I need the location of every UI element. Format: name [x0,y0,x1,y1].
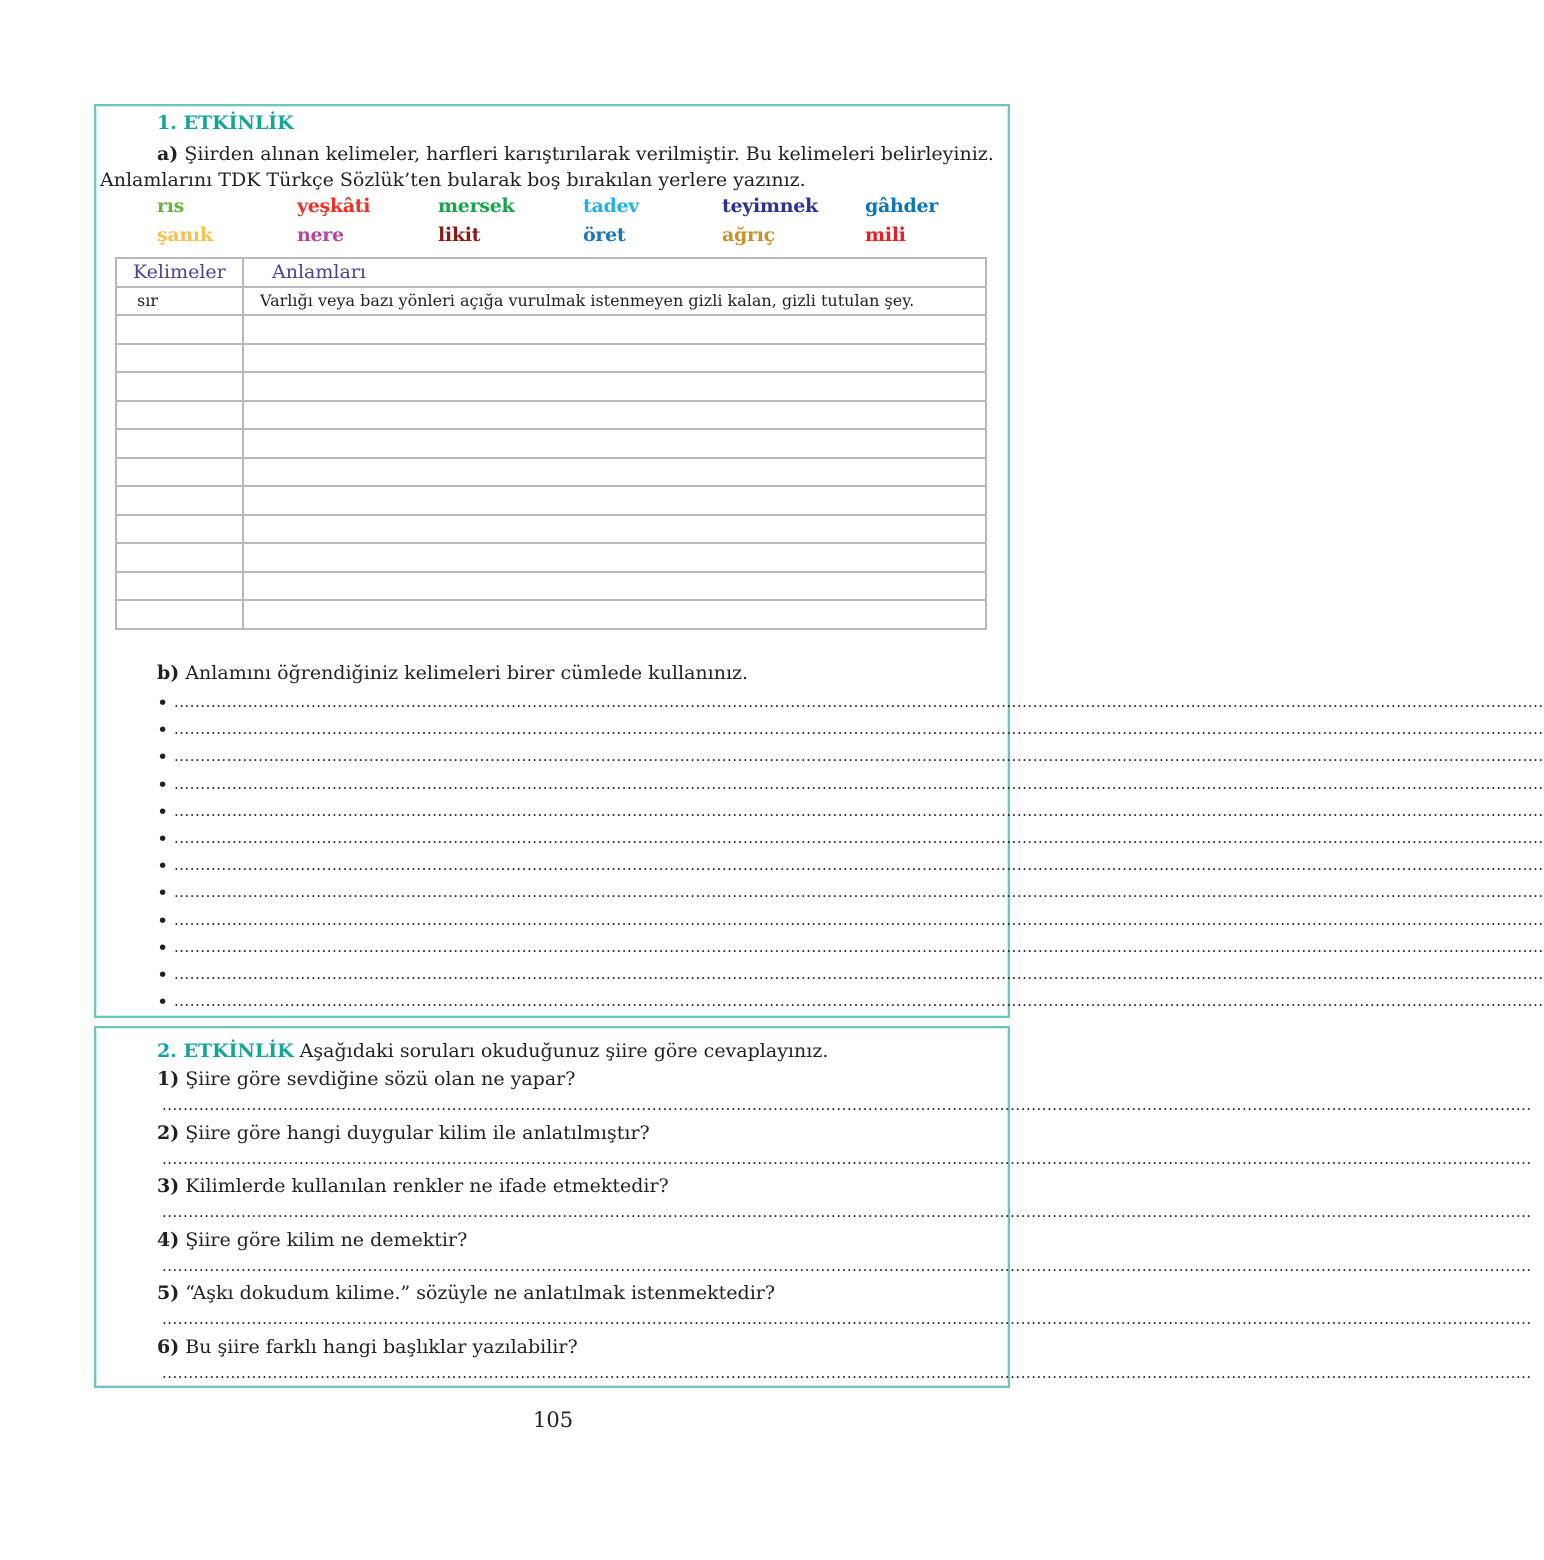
scrambled-word: mersek [438,195,515,217]
header-meanings: Anlamları [272,261,366,284]
answer-line[interactable]: .................................................................................................................................................................................................................................................................... [174,856,1544,875]
activity2-heading [157,1040,828,1062]
question [157,1175,669,1197]
bullet: • [157,719,169,742]
table-row[interactable] [116,372,986,401]
answer-line[interactable]: .................................................................................................................................................................................................................................................................... [174,747,1544,766]
bullet: • [157,855,169,878]
answer-line[interactable]: .................................................................................................................................................................................................................................................................... [162,1364,1532,1382]
scrambled-word: nere [297,224,344,246]
question-number: 2) [157,1121,180,1144]
part-a-text: Şiirden alınan kelimeler, harfleri karıştırılarak verilmiştir. Bu kelimeleri belirleyiniz. [184,143,994,165]
part-a-instruction-line2: Anlamlarını TDK Türkçe Sözlük’ten bularak boş bırakılan yerlere yazınız. [100,169,806,191]
scrambled-word: mili [865,224,906,246]
bullet: • [157,828,169,850]
activity1-title: 1. ETKİNLİK [157,112,294,134]
bullet: • [157,991,169,1014]
scrambled-word: ağrıç [722,224,775,246]
answer-line[interactable]: .................................................................................................................................................................................................................................................................... [174,693,1544,711]
bullet: • [157,964,169,986]
answer-line[interactable]: .................................................................................................................................................................................................................................................................... [174,965,1544,983]
answer-line[interactable]: .................................................................................................................................................................................................................................................................... [162,1096,1532,1114]
question [157,1282,775,1304]
question-number: 4) [157,1228,180,1251]
page-number: 105 [533,1408,574,1432]
scrambled-word: teyimnek [722,195,818,217]
answer-line[interactable]: .................................................................................................................................................................................................................................................................... [174,774,1544,793]
table-row[interactable] [116,515,986,544]
part-a-label: a) [157,143,179,165]
answer-line[interactable]: .................................................................................................................................................................................................................................................................... [174,992,1544,1011]
part-b-instruction [157,662,748,684]
question-number: 5) [157,1282,180,1305]
example-meaning: Varlığı veya bazı yönleri açığa vurulmak istenmeyen gizli kalan, gizli tutulan şey. [260,291,915,311]
question-text: “Aşkı dokudum kilime.” sözüyle ne anlatılmak istenmektedir? [185,1282,776,1305]
bullet: • [157,882,169,905]
answer-line[interactable]: .................................................................................................................................................................................................................................................................... [174,937,1544,956]
bullet: • [157,800,169,823]
part-a-instruction-line1 [157,143,994,165]
question-text: Şiire göre hangi duygular kilim ile anlatılmıştır? [185,1121,650,1144]
scrambled-word: tadev [583,195,640,217]
answer-line[interactable]: .................................................................................................................................................................................................................................................................... [174,829,1544,847]
question [157,1068,575,1090]
question-text: Bu şiire farklı hangi başlıklar yazılabilir? [185,1336,578,1358]
activity2-title: 2. ETKİNLİK [157,1040,294,1062]
table-row[interactable] [116,572,986,601]
table-row[interactable] [116,315,986,344]
meaning-table [115,257,987,630]
header-words: Kelimeler [133,261,226,284]
question [157,1229,467,1251]
table-row[interactable] [116,486,986,515]
bullet: • [157,773,169,796]
question-text: Şiire göre kilim ne demektir? [185,1228,468,1251]
question [157,1122,650,1144]
scrambled-word: likit [438,224,481,246]
question-number: 3) [157,1175,180,1198]
bullet: • [157,909,169,932]
table-row[interactable] [116,429,986,458]
table-row[interactable] [116,344,986,373]
question-text: Kilimlerde kullanılan renkler ne ifade etmektedir? [185,1175,669,1198]
activity2-intro: Aşağıdaki soruları okuduğunuz şiire göre cevaplayınız. [299,1040,829,1062]
answer-line[interactable]: .................................................................................................................................................................................................................................................................... [174,801,1544,820]
scrambled-word: yeşkâti [297,195,371,217]
table-row[interactable] [116,401,986,430]
part-b-label: b) [157,662,180,684]
answer-line[interactable]: .................................................................................................................................................................................................................................................................... [174,720,1544,739]
question [157,1336,578,1358]
question-number: 6) [157,1336,180,1358]
bullet: • [157,692,169,714]
answer-line[interactable]: .................................................................................................................................................................................................................................................................... [162,1203,1532,1222]
answer-line[interactable]: .................................................................................................................................................................................................................................................................... [174,883,1544,902]
answer-line[interactable]: .................................................................................................................................................................................................................................................................... [162,1256,1532,1275]
table-header-row [116,258,986,287]
question-number: 1) [157,1068,180,1090]
scrambled-word: şanık [157,224,213,246]
table-row [116,287,986,316]
answer-line[interactable]: .................................................................................................................................................................................................................................................................... [162,1149,1532,1168]
answer-line[interactable]: .................................................................................................................................................................................................................................................................... [162,1310,1532,1329]
question-text: Şiire göre sevdiğine sözü olan ne yapar? [185,1068,576,1090]
scrambled-word: gâhder [865,195,938,217]
part-b-text: Anlamını öğrendiğiniz kelimeleri birer cümlede kullanınız. [185,662,749,684]
bullet: • [157,746,169,769]
example-word: sır [137,291,158,311]
scrambled-word: öret [583,224,626,246]
table-row[interactable] [116,458,986,487]
bullet: • [157,936,169,959]
answer-line[interactable]: .................................................................................................................................................................................................................................................................... [174,910,1544,929]
scrambled-word: rıs [157,195,185,217]
table-row[interactable] [116,600,986,629]
table-row[interactable] [116,543,986,572]
